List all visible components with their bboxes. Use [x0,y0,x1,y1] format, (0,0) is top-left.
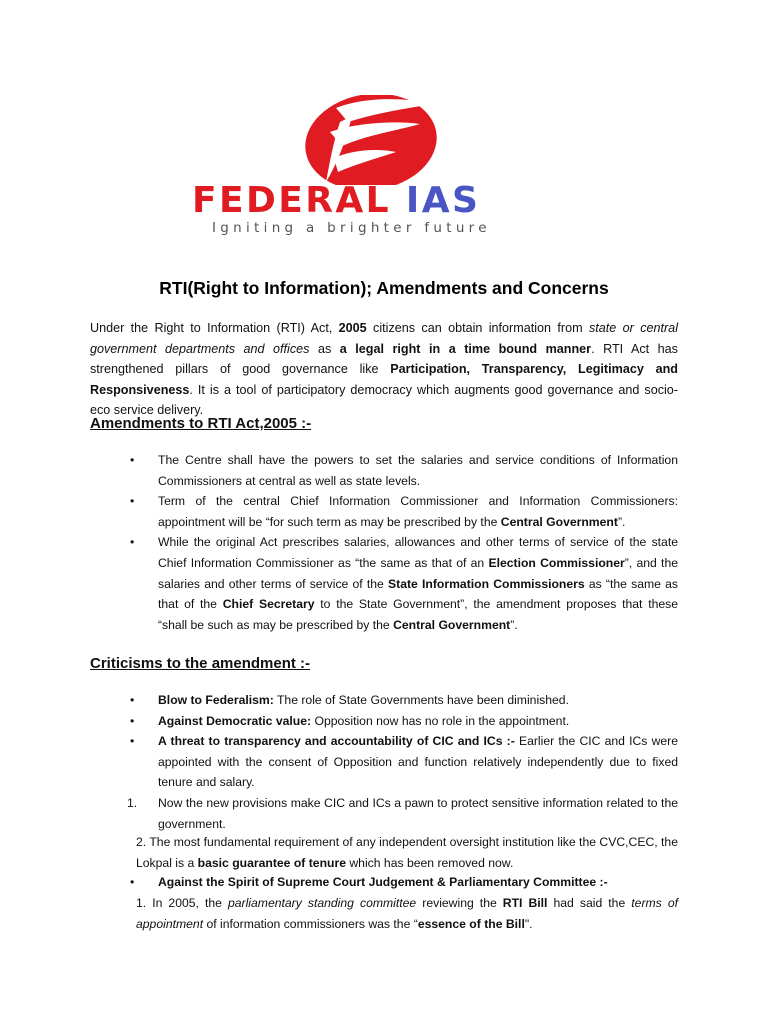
para-text: had said the [547,896,632,910]
para-text: of information commissioners was the “ [203,916,418,931]
list-item [130,690,678,711]
bullet-icon: • [130,693,135,707]
intro-text: . It is a tool of participatory democracy which augments good governance and socio-eco service delivery. [90,382,678,417]
item-bold: Against Democratic value: [158,713,312,728]
para-number: 2. [136,835,147,849]
item-text: While the original Act prescribes salaries, allowances and other terms of service of the state Chief Information Commissioner as “the same as that of an [158,535,678,570]
amendments-list [130,450,678,635]
item-bold: Chief Secretary [222,597,315,612]
list-item [130,711,678,732]
item-text: Opposition now has no role in the appointment. [311,713,570,728]
paragraph-tenure [136,832,678,873]
criticisms-list-cont [130,872,678,893]
bullet-icon: • [130,453,135,467]
intro-text: . RTI Act has strengthened pillars of good governance like [90,341,678,376]
list-item [130,532,678,635]
item-text: Earlier the CIC and ICs were appointed with the consent of Opposition and function relatively independently due to fixed tenure and salary. [158,734,678,790]
item-text: ”, and the salaries and other terms of service of the [158,555,678,591]
item-text: ”. [510,617,518,632]
logo [0,0,768,250]
brand-ias: IAS [405,180,481,221]
brand-tagline: Igniting a brighter future [212,220,491,236]
list-item [130,491,678,532]
para-bold: basic guarantee of tenure [197,855,346,870]
para-text: which has been removed now. [345,855,514,870]
list-item [130,731,678,793]
intro-year: 2005 [338,321,367,335]
item-text: as “the same as that of the [158,576,678,612]
criticisms-heading: Criticisms to the amendment :- [90,655,311,672]
para-italic: terms of appointment [136,896,678,931]
item-bold: Election Commissioner [488,555,625,570]
intro-text: as [309,341,340,356]
federal-logo-emblem-icon [190,95,440,185]
intro-text: Under the Right to Information (RTI) Act, [90,321,339,335]
para-italic: parliamentary standing committee [227,896,417,910]
intro-bold: a legal right in a time bound manner [339,341,592,356]
para-text: ". [524,916,533,931]
item-bold: State Information Commissioners [388,576,585,591]
para-text: reviewing the [416,896,503,910]
page-title: RTI(Right to Information); Amendments and Concerns [159,278,609,298]
list-item [130,872,678,893]
list-number: 1. [127,795,138,810]
intro-bold: Participation, Transparency, Legitimacy and Responsiveness [90,362,678,397]
intro-italic: state or central government departments and offices [90,321,678,356]
item-bold: Central Government [393,617,511,632]
bullet-icon: • [130,875,135,889]
brand-federal: FEDERAL [192,180,391,221]
item-text: to the State Government”, the amendment proposes that these “shall be such as may be prescribed by the [158,597,679,632]
item-bold: Against the Spirit of Supreme Court Judgement & Parliamentary Committee :- [158,875,608,889]
bullet-icon: • [130,734,135,749]
para-bold: essence of the Bill [417,916,525,931]
item-text: Term of the central Chief Information Commissioner and Information Commissioners: appointment will be “for such term as may be prescribed by the [158,494,678,529]
intro-paragraph [90,318,678,421]
item-bold: Blow to Federalism: [158,693,274,707]
item-text: ”. [617,514,626,529]
amendments-heading: Amendments to RTI Act,2005 :- [90,415,312,432]
bullet-icon: • [130,535,135,550]
para-text: In 2005, the [146,896,228,910]
list-item [127,793,678,834]
para-bold: RTI Bill [502,896,548,910]
bullet-icon: • [130,713,135,728]
paragraph-committee [136,893,678,934]
item-text: Now the new provisions make CIC and ICs a pawn to protect sensitive information related to the government. [158,795,678,831]
criticisms-list [127,690,678,834]
bullet-icon: • [130,494,135,509]
item-bold: Central Government [500,514,618,529]
item-text: The role of State Governments have been diminished. [273,693,569,707]
brand-wordmark [192,181,480,221]
para-number: 1. [136,896,147,910]
item-bold: A threat to transparency and accountability of CIC and ICs :- [158,734,515,749]
intro-text: citizens can obtain information from [366,321,589,335]
list-item [130,450,678,491]
para-text: The most fundamental requirement of any independent oversight institution like the CVC,CEC, the Lokpal is a [136,835,678,870]
item-text: The Centre shall have the powers to set the salaries and service conditions of Information Commissioners at central as well as state levels. [158,453,678,488]
